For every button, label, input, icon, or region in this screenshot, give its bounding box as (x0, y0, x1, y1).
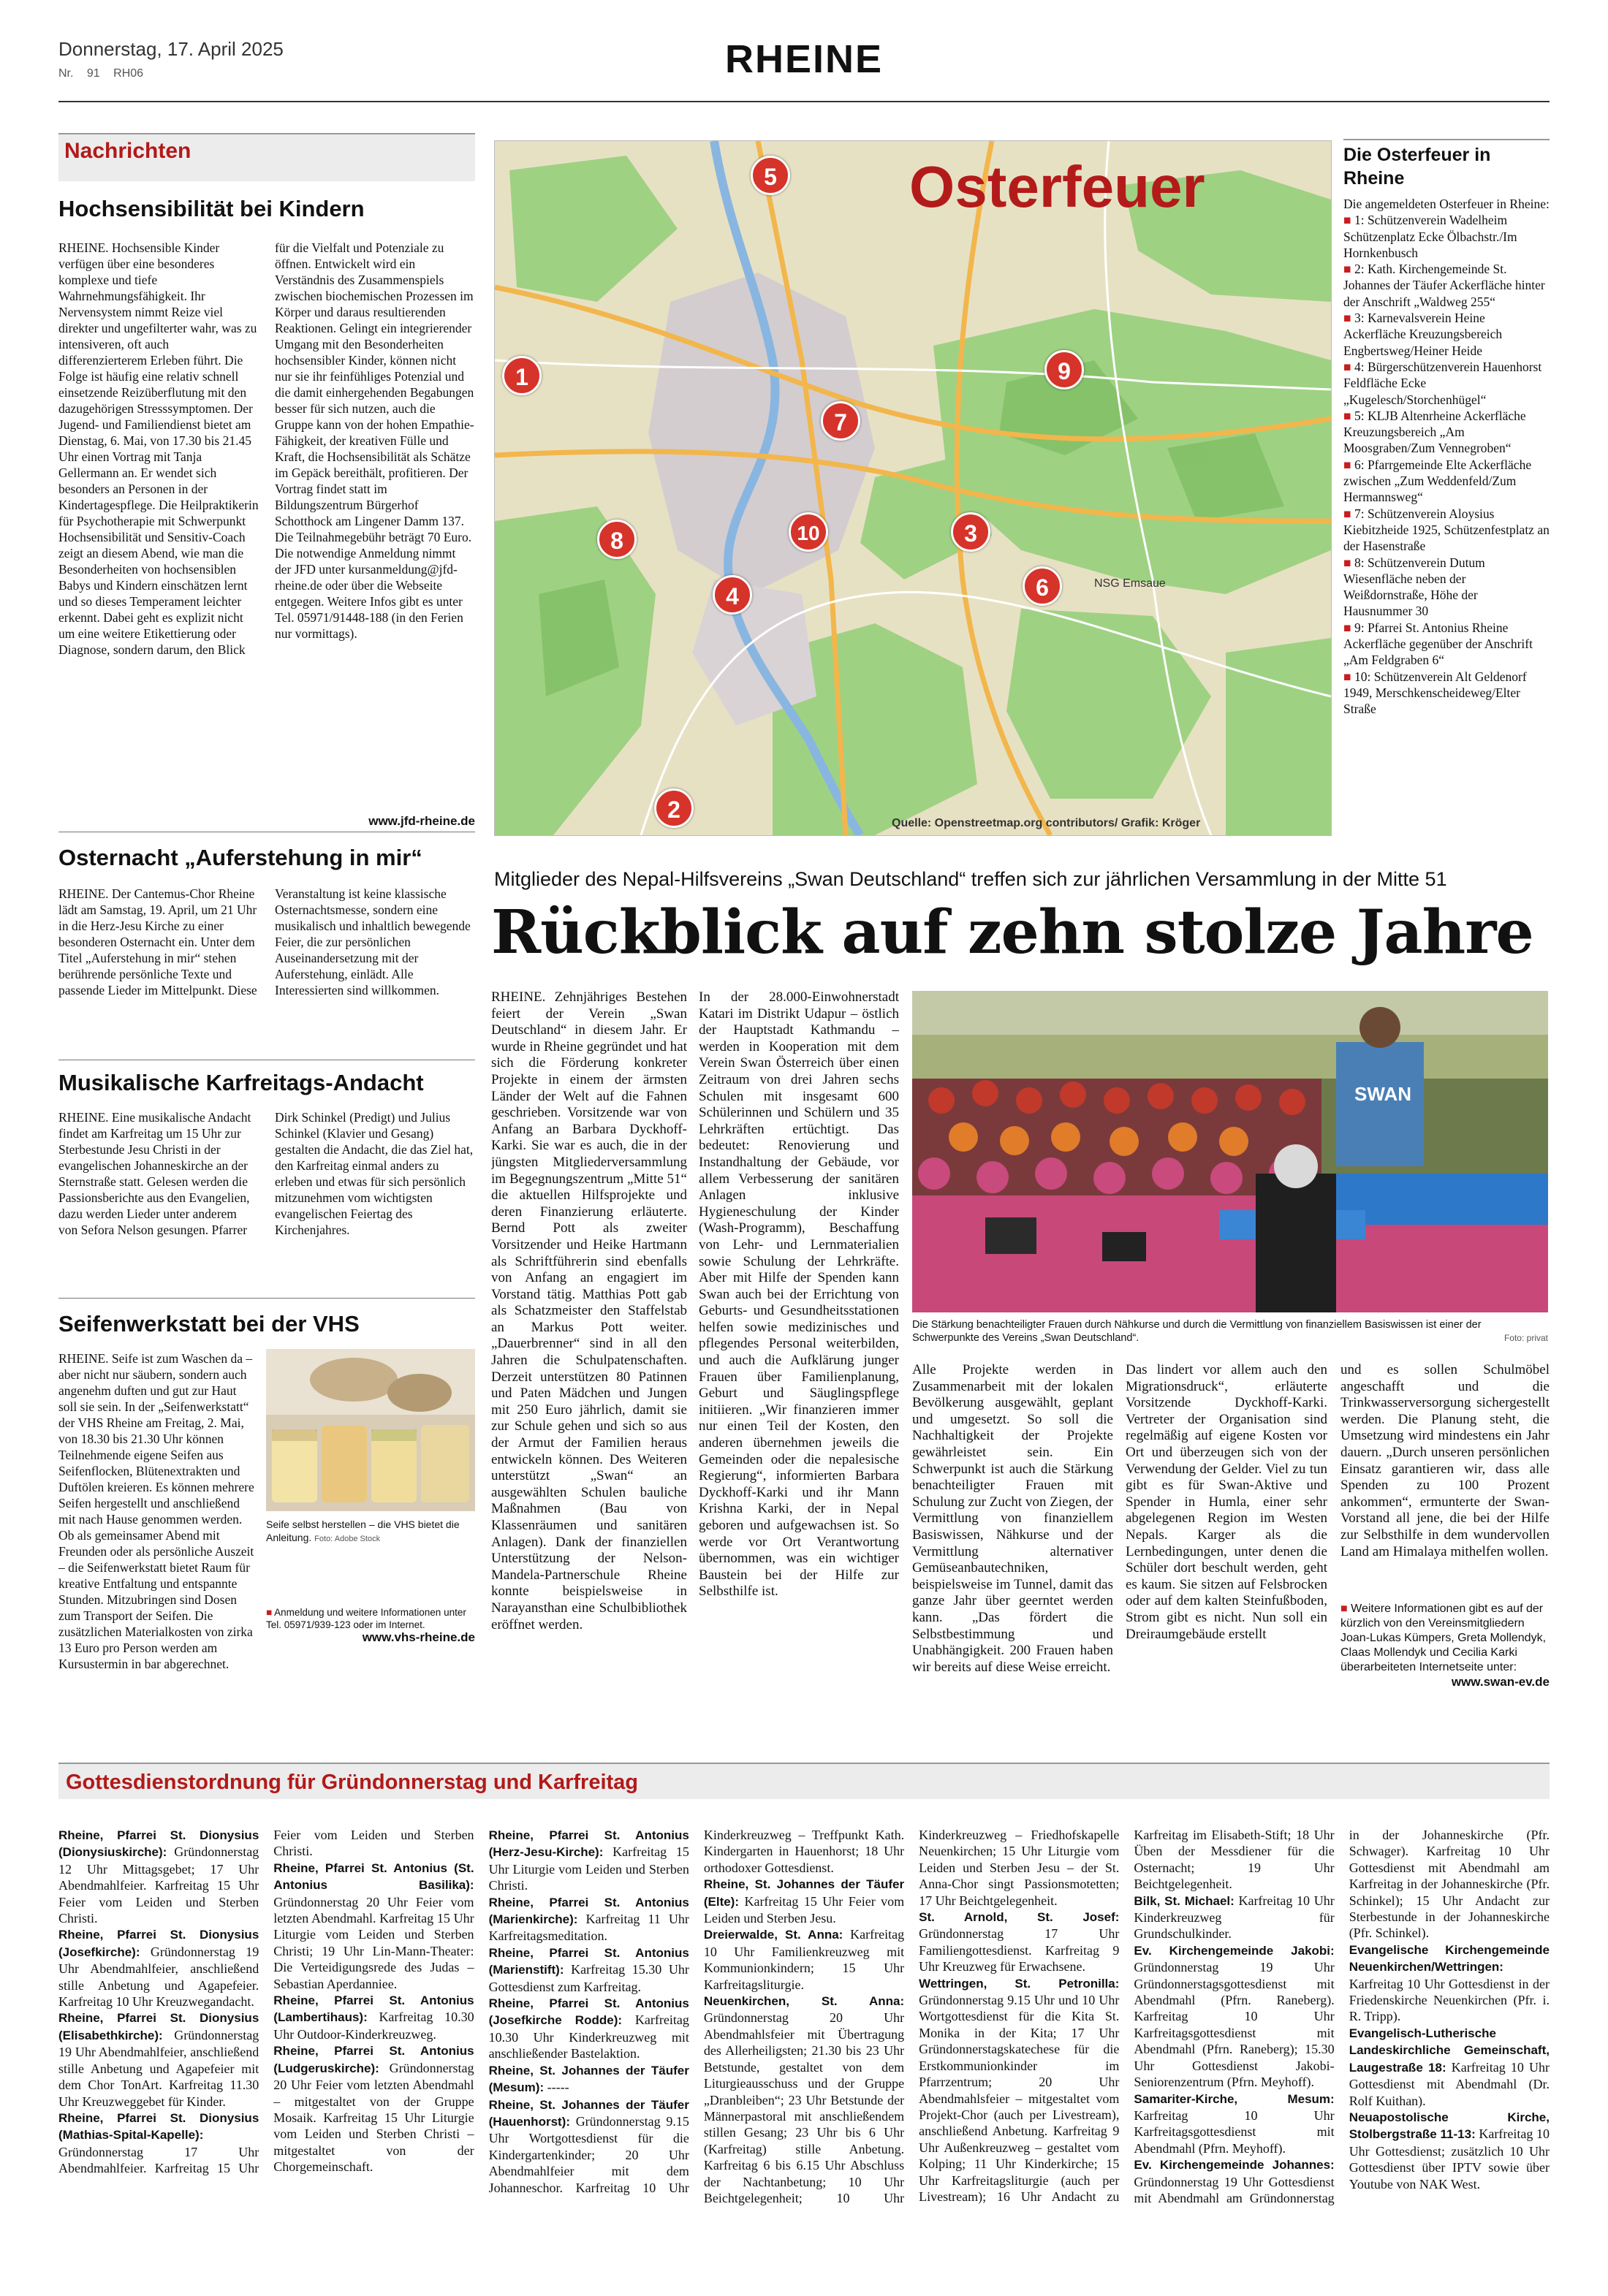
issue-number: Nr. 91 RH06 (58, 67, 144, 80)
gottesdienst-times: Karfreitag 10 Uhr Gottesdienst in der Friedenskirche Neuenkirchen (Pfr. i. R. Tripp). (1349, 1976, 1550, 2024)
swan-photo (912, 991, 1548, 1312)
osterfeuer-map (494, 140, 1332, 836)
gottesdienst-entry (58, 1827, 259, 1926)
map-graphic (495, 141, 1331, 835)
gottesdienst-place: Rheine, Pfarrei St. Antonius (St. Antonius Basilika): (273, 1860, 474, 1893)
gottesdienst-times: Gründonnerstag 19 Uhr Abendmahlfeier, anschließend stille Anbetung und Agapefeier mit dem Chor TonArt. Karfreitag 11.30 Uhr Kreuzweggebet für Kinder. (58, 2027, 259, 2109)
news-body: RHEINE. Der Cantemus-Chor Rheine lädt am Samstag, 19. April, um 21 Uhr in die Herz-Jesu Kirche zu einer besonderen Osternacht ein. Unter dem Titel „Auferstehung in mir“ stehen berührende persönliche Texte und passende Lieder im Mittelpunkt. Diese Veranstaltung ist keine klassische Osternachtsmesse, sondern eine musikalisch und inhaltlich bewegende Feier, die zur persönlichen Auseinandersetzung mit der Auferstehung, einlädt. Alle Interessierten sind willkommen. (58, 886, 471, 997)
osterfeuer-list (1343, 139, 1550, 718)
gottesdienst-place: St. Arnold, St. Josef: (919, 1910, 1120, 1925)
gottesdienst-entry (919, 1909, 1119, 1975)
gottesdienst-place: Rheine, Pfarrei St. Dionysius (Mathias-Spital-Kapelle): (58, 2110, 259, 2143)
swan-link[interactable]: www.swan-ev.de (1451, 1675, 1550, 1689)
gottesdienst-place: Rheine, Pfarrei St. Dionysius (Elisabethkirche): (58, 2011, 259, 2042)
list-rule (1343, 139, 1550, 140)
gottesdienst-times: Karfreitag 10.30 Uhr Kinderkreuzweg mit anschließender Bastelaktion. (488, 2012, 689, 2061)
gottesdienst-times: Gründonnerstag 12 Uhr Mittagsgebet; 17 Uhr Abendmahlfeier. Karfreitag 15 Uhr Feier vom Leiden und Sterben Christi. (58, 1844, 259, 1926)
news-headline: Hochsensibilität bei Kindern (58, 196, 365, 221)
news-body: RHEINE. Seife ist zum Waschen da – aber nicht nur säubern, sondern auch angenehm duften und gut zur Haut soll sie sein. In der „Seifenwerkstatt“ der VHS Rheine am Freitag, 2. Mai, von 18.30 bis 21.30 Uhr können Teilnehmende eigene Seifen aus Seifenflocken, Blütenextrakten und Duftölen kreieren. Es können mehrere Seifen hergestellt und anschließend mit nach Hause genommen werden. Ob als gemeinsamer Abend mit Freunden oder als persönliche Auszeit – die Seifenwerkstatt bietet Raum für kreative Entfaltung und entspannte Stunden. Mitzubringen sind Dosen zum Transport der Seifen. Die zusätzlichen Materialkosten von zirka 13 Euro pro Person werden am Kursustermin in bar abgerechnet. (58, 1351, 254, 1671)
gottesdienst-times: Gründonnerstag 20 Uhr Feier vom letzten Abendmahl. Karfreitag 15 Uhr Liturgie vom Leiden und Sterben Christi; 19 Uhr Lin-Mann-Theater: Die Verteidigungsrede des Judas – Sebastian Aperdanniee. (273, 1894, 474, 1991)
gottesdienst-entry (489, 1995, 689, 2062)
swan-shirt-label: SWAN (1354, 1083, 1411, 1105)
gottesdienst-entry (1134, 1893, 1334, 1942)
news-headline: Seifenwerkstatt bei der VHS (58, 1311, 360, 1337)
article-column-2: In der 28.000-Einwohnerstadt Katari im Distrikt Udapur – östlich der Hauptstadt Kathmandu – werden in Kooperation mit dem Verein Swan Österreich über einen Zeitraum von drei Jahren sechs Schulen mit insgesamt 600 Schülerinnen und Schülern und 35 Lehrkräften ertüchtigt. Das bedeutet: Renovierung und Instandhaltung der Gebäude, vor allem Verbesserung der sanitären Anlagen inklusive Hygieneschulung der Kinder (Wash-Programm), Beschaffung von Lehr- und Lernmaterialien sowie Schulung der Lehrkräfte. Aber mit Hilfe der Spenden kann Swan auch bei der Errichtung von Geburts- und Gesundheitsstationen helfen sowie medizinisches und pflegendes Personal weiterbilden, und auch die Aufklärung junger Frauen über Familienplanung, Geburt und Säuglingspflege initiieren. „Wir finanzieren immer nur einen Teil der Kosten, den anderen übernehmen jeweils die Gemeinden oder die nepalesische Regierung“, informierten Barbara Dyckhoff-Karki und ihr Mann Krishna Karki, der in Nepal geboren und aufgewachsen ist. So werde vor Ort Verantwortung übernommen, was ein wichtiger Baustein bei der Hilfe zur Selbsthilfe ist. (699, 989, 899, 1600)
map-marker-8[interactable]: 8 (597, 520, 637, 559)
article-headline: Rückblick auf zehn stolze Jahre (491, 897, 1533, 968)
map-marker-5[interactable]: 5 (751, 156, 790, 195)
gottesdienst-entry (273, 2042, 474, 2175)
map-marker-9[interactable]: 9 (1044, 350, 1084, 389)
list-item: ■ 6: Pfarrgemeinde Elte Ackerfläche zwischen „Zum Weddenfeld/Zum Hermannsweg“ (1343, 457, 1532, 505)
list-body: Die angemeldeten Osterfeuer in Rheine: ■ 1: Schützenverein Wadelheim Schützenplatz Ecke Ölbachstr./Im Hornkenbusch ■ 2: Kath. Kirchengemeinde St. Johannes der Täufer Ackerfläche hinter der Anschrift „Waldweg 255“ ■ 3: Karnevalsverein Heine Ackerfläche Kreuzungsbereich Engbertsweg/Heiner Heide ■ 4: Bürgerschützenverein Hauenhorst Feldfläche Ecke „Kugelesch/Storchenhügel“ ■ 5: KLJB Altenrheine Ackerfläche Kreuzungsbereich „Am Moosgraben/Zum Vennegroben“ ■ 6: Pfarrgemeinde Elte Ackerfläche zwischen „Zum Weddenfeld/Zum Hermannsweg“ ■ 7: Schützenverein Aloysius Kiebitzheide 1925, Schützenfestplatz an der Hasenstraße ■ 8: Schützenverein Dutum Wiesenfläche neben der Weißdornstraße, Höhe der Hausnummer 30 ■ 9: Pfarrei St. Antonius Rheine Ackerfläche gegenüber der Anschrift „Am Feldgraben 6“ ■ 10: Schützenverein Alt Geldenorf 1949, Merschkenscheideweg/Elter Straße (1343, 197, 1550, 717)
gottesdienst-entry (1349, 1942, 1550, 2025)
gottesdienst-place: Evangelische Kirchengemeinde Neuenkirchen/Wettringen: (1349, 1942, 1550, 1974)
map-marker-3[interactable]: 3 (951, 512, 990, 552)
gottesdienst-place: Dreierwalde, St. Anna: (703, 1928, 843, 1942)
gottesdienst-entry (489, 1827, 689, 1894)
map-marker-6[interactable]: 6 (1023, 566, 1062, 606)
gottesdienst-place: Rheine, Pfarrei St. Antonius (Marienkirche): (488, 1895, 689, 1927)
gottesdienst-place: Neuenkirchen, St. Anna: (703, 1994, 905, 2009)
gottesdienst-entry (58, 1926, 259, 2010)
gottesdienst-place: Samariter-Kirche, Mesum: (1134, 2091, 1335, 2106)
gottesdienst-entry (704, 1926, 904, 1993)
gottesdienst-entry (1349, 2025, 1550, 2109)
gottesdienst-entry (489, 2062, 689, 2097)
gottesdienst-place: Bilk, St. Michael: (1134, 1893, 1235, 1908)
gottesdienst-entry (273, 1860, 474, 1992)
gottesdienst-times: Gründonnerstag 19 Uhr Abendmahlfeier, anschließend stille Anbetung und Agapefeier. Karfreitag 10 Uhr Kreuzwegandacht. (58, 1944, 259, 2010)
gottesdienst-place: Rheine, Pfarrei St. Antonius (Herz-Jesu-Kirche): (488, 1828, 689, 1860)
gottesdienst-place: Wettringen, St. Petronilla: (919, 1976, 1120, 1991)
article-subtitle: Mitglieder des Nepal-Hilfsvereins „Swan Deutschland“ treffen sich zur jährlichen Versammlung in der Mitte 51 (494, 868, 1447, 890)
gottesdienst-times: Karfreitag 15 Uhr Liturgie vom Leiden und Sterben Christi. (488, 1844, 689, 1893)
gottesdienst-place: Rheine, St. Johannes der Täufer (Hauenhorst): (488, 2097, 689, 2129)
soap-photo-block (266, 1349, 475, 1546)
gottesdienst-times: Gründonnerstag 9.15 Uhr Wortgottesdienst für die Kindergartenkinder; 20 Uhr Abendmahlfeier mit dem Johanneschor. Karfreitag 10 Uhr Kinderkreuzweg – Treffpunkt Kath. Kindergarten in Hauenhorst; 18 Uhr orthodoxer Gottesdienst. (488, 1828, 905, 2195)
map-marker-7[interactable]: 7 (821, 401, 860, 441)
gottesdienst-entry (1134, 2091, 1334, 2157)
gottesdienst-entry (704, 1876, 904, 1926)
gottesdienst-times: Karfreitag 10 Uhr Familienkreuzweg mit Kommunionkindern; 15 Uhr Karfreitagsliturgie. (703, 1927, 905, 1992)
list-item: ■ 8: Schützenverein Dutum Wiesenfläche neben der Weißdornstraße, Höhe der Hausnummer 30 (1343, 555, 1485, 619)
list-item: ■ 5: KLJB Altenrheine Ackerfläche Kreuzungsbereich „Am Moosgraben/Zum Vennegroben“ (1343, 408, 1526, 456)
article-info: ■ Weitere Informationen gibt es auf der kürzlich von den Vereinsmitgliedern Joan-Lukas Kümpers, Greta Mollendyk, Claas Mollendyk und Cecilia Karki überarbeiteten Internetseite unter: www.swan-ev.de (1340, 1603, 1550, 1689)
news-link[interactable]: www.jfd-rheine.de (368, 814, 475, 828)
page-title: RHEINE (724, 37, 884, 81)
section-gottesdienst: Gottesdienstordnung für Gründonnerstag und Karfreitag (58, 1763, 1550, 1799)
gottesdienst-place: Ev. Kirchengemeinde Johannes: (1134, 2158, 1335, 2173)
gottesdienst-times: Karfreitag 10.30 Uhr Outdoor-Kinderkreuzweg. (273, 2010, 474, 2042)
issue-date: Donnerstag, 17. April 2025 (58, 38, 284, 60)
gottesdienst-entry (273, 1992, 474, 2042)
news-body: RHEINE. Hochsensible Kinder verfügen über eine besonderes komplexe und tiefe Wahrnehmungsfähigkeit. Ihr Nervensystem nimmt Reize viel direkter und ungefilterter wahr, was zu intensiveren, oft auch differenzierterem Erleben führt. Die Folge ist häufig eine relativ schnell einsetzende Reizüberflutung mit den dazugehörigen Stresssymptomen. Der Jugend- und Familiendienst bietet am Dienstag, 6. Mai, von 17.30 bis 21.45 Uhr einen Vortrag mit Tanja Gellermann an. Er wendet sich besonders an Personen in der Kindertagespflege. Die Heilpraktikerin für Psychotherapie mit Schwerpunkt Hochsensibilität und Sensitiv-Coach zeigt an diesem Abend, wie man die Besonderheiten von hochsensiblen Babys und Kindern einschätzen lernt und so dieses Temperament leichter erkennt. Dabei geht es explizit nicht um eine weitere Etikettierung oder Diagnose, sondern darum, den Blick für die Vielfalt und Potenziale zu öffnen. Entwickelt wird ein Verständnis des Zusammenspiels zwischen biochemischen Prozessen im Körper und daraus resultierenden Reaktionen. Gelingt ein integrierender Umgang mit den Besonderheiten hochsensibler Kinder, können nicht nur sie ihr feinfühliges Potenzial und die damit einhergehenden Begabungen besser für sich nutzen, auch die Gruppe kann von der hohen Empathie-Fähigkeit, der kreativen Fülle und Kraft, die Hochsensibilität als Schätze im Gepäck bereithält, profitieren. Der Vortrag findet statt im Bildungszentrum Bürgerhof Schotthock am Lingener Damm 137. Die Teilnahmegebühr beträgt 70 Euro. Die notwendige Anmeldung nimmt der JFD unter kursanmeldung@jfd-rheine.de oder über die Webseite entgegen. Weitere Infos gibt es unter Tel. 05971/91448-188 (in den Ferien nur vormittags). (58, 240, 474, 657)
gottesdienst-entry (489, 1945, 689, 1995)
list-item: ■ 3: Karnevalsverein Heine Ackerfläche Kreuzungsbereich Engbertsweg/Heiner Heide (1343, 311, 1503, 358)
gottesdienst-place: Rheine, Pfarrei St. Antonius (Ludgeruskirche): (273, 2044, 474, 2075)
header-rule (58, 101, 1550, 102)
gottesdienst-times: Gründonnerstag 19 Uhr Gründonnerstagsgottesdienst mit Abendmahl (Pfrn. Raneberg). Karfreitag 10 Uhr Karfreitagsgottesdienst mit Abendmahl (Pfrn. Raneberg); 15.30 Uhr Gottesdienst Jakobi-Seniorenzentrum (Pfrn. Meyhoff). (1134, 1960, 1335, 2090)
map-source: Quelle: Openstreetmap.org contributors/ Grafik: Kröger (892, 817, 1201, 829)
gottesdienst-entry (489, 1894, 689, 1945)
gottesdienst-place: Evangelisch-Lutherische Landeskirchliche Gemeinschaft, Laugestraße 18: (1349, 2026, 1550, 2075)
list-title: Die Osterfeuer in Rheine (1343, 145, 1491, 189)
nsg-label: NSG Emsaue (1094, 577, 1166, 590)
map-title: Osterfeuer (909, 154, 1205, 219)
article-column-3: Alle Projekte werden in Zusammenarbeit mit der lokalen Bevölkerung ausgewählt, geplant und umgesetzt. So soll die Nachhaltigkeit der Projekte gewährleistet sein. Ein Schwerpunkt ist auch die Stärkung benachteiligter Frauen mit Schulung zur Zucht von Ziegen, der Vermittlung von finanziellem Basiswissen, Nähkurse und der Vermittlung alternativer Gemüseanbautechniken, beispielsweise im Tunnel, damit das ganze Jahr über geerntet werden kann. „Das fördert die Selbstbestimmung und Unabhängigkeit. 200 Frauen haben wir bereits auf diese Weise erreicht. (912, 1362, 1113, 1675)
list-item: ■ 10: Schützenverein Alt Geldenorf 1949, Merschkenscheideweg/Elter Straße (1343, 669, 1527, 717)
separator (58, 1298, 475, 1299)
gottesdienst-place: Ev. Kirchengemeinde Jakobi: (1134, 1943, 1335, 1958)
news-karfreitag (58, 1070, 475, 1299)
gottesdienst-entry (58, 2010, 259, 2109)
article-column-5: und es sollen Schulmöbel angeschafft und die Trinkwasserversorgung sichergestellt werden. Die Planung steht, die Umsetzung wird mindestens ein Jahr dauern. „Durch unseren persönlichen Einsatz garantieren wir, dass alle Spenden zu 100 Prozent ankommen“, ermunterte der Swan-Vorstand all jene, die bei der Hilfe zur Selbsthilfe in dem wundervollen Land am Himalaya mithelfen wollen. (1340, 1362, 1550, 1559)
swan-photo-image (912, 991, 1548, 1312)
news-headline: Musikalische Karfreitags-Andacht (58, 1070, 424, 1095)
news-body: RHEINE. Eine musikalische Andacht findet am Karfreitag um 15 Uhr zur Sterbestunde Jesu Christi in der evangelischen Johanneskirche an der Sternstraße statt. Gelesen werden die Passionsberichte aus den Evangelien, dazu werden Lieder unter anderem von Sefora Nelson gesungen. Pfarrer Dirk Schinkel (Predigt) und Julius Schinkel (Klavier und Gesang) gestalten die Andacht, die das Ziel hat, den Karfreitag einmal anders zu erleben und etwas für sich persönlich mitzunehmen vom wichtigsten evangelischen Feiertag des Kirchenjahres. (58, 1110, 474, 1237)
gottesdienst-place: Rheine, St. Johannes der Täufer (Elte): (703, 1877, 905, 1909)
soap-caption: Seife selbst herstellen – die VHS bietet die Anleitung. Foto: Adobe Stock (266, 1518, 460, 1543)
list-item: ■ 2: Kath. Kirchengemeinde St. Johannes der Täufer Ackerfläche hinter der Anschrift „Waldweg 255“ (1343, 262, 1545, 309)
gottesdienst-times: Karfreitag 10 Uhr Gottesdienst; zusätzlich 10 Uhr Gottesdienst über IPTV sowie über Youtube von NAK West. (1349, 2126, 1550, 2192)
gottesdienst-times: Gründonnerstag 17 Uhr Familiengottesdienst. Karfreitag 9 Uhr Kreuzweg für Erwachsene. (919, 1926, 1120, 1974)
gottesdienst-place: Rheine, Pfarrei St. Dionysius (Dionysiuskirche): (58, 1828, 259, 1860)
soap-info: ■ Anmeldung und weitere Informationen unter Tel. 05971/939-123 oder im Internet. www.vhs-rheine.de (266, 1607, 475, 1644)
gottesdienst-times: Karfreitag 11 Uhr Karfreitagsmeditation. (488, 1912, 689, 1944)
list-item: ■ 1: Schützenverein Wadelheim Schützenplatz Ecke Ölbachstr./Im Hornkenbusch (1343, 213, 1517, 260)
gottesdienst-place: Rheine, Pfarrei St. Antonius (Marienstift): (488, 1945, 689, 1977)
gottesdienst-times: Karfreitag 10 Uhr Kinderkreuzweg für Grundschulkinder. (1134, 1893, 1335, 1942)
gottesdienst-times: Karfreitag 10 Uhr Gottesdienst mit Abendmahl (Dr. Rolf Kuithan). (1349, 2059, 1550, 2108)
gottesdienst-place: Rheine, Pfarrei St. Antonius (Josefkirche Rodde): (488, 1996, 689, 2028)
gottesdienst-place: Rheine, St. Johannes der Täufer (Mesum): (488, 2063, 689, 2095)
gottesdienst-place: Rheine, Pfarrei St. Antonius (Lambertihaus): (273, 1993, 474, 2025)
list-item: ■ 9: Pfarrei St. Antonius Rheine Ackerfläche gegenüber der Anschrift „Am Feldgraben 6“ (1343, 620, 1533, 668)
article-column-4: Das lindert vor allem auch den Migrationsdruck“, erläuterte Vorsitzende Dyckhoff-Karki. Vertreter der Organisation sind regelmäßig auf eigene Kosten vor Ort und überzeugen sich von der Verwendung der Gelder. Viel zu tun gibt es für Swan-Aktive und Spender in Humla, einer sehr abgelegenen Region im Westen Nepals. Karger als die Lernbedingungen, unter denen die Schüler dort beschult werden, geht es kaum. Sie sitzen auf Felsbrocken oder auf dem kalten Steinfußboden, Strom gibt es nicht. Nun soll ein Dreiraumgebäude erstellt (1126, 1362, 1327, 1642)
gottesdienst-place: Neuapostolische Kirche, Stolbergstraße 11-13: (1349, 2110, 1550, 2142)
gottesdienst-times: ----- (547, 2080, 569, 2095)
gottesdienst-place: Rheine, Pfarrei St. Dionysius (Josefkirche): (58, 1928, 259, 1959)
news-headline: Osternacht „Auferstehung in mir“ (58, 845, 422, 870)
list-item: ■ 4: Bürgerschützenverein Hauenhorst Feldfläche Ecke „Kugelesch/Storchenhügel“ (1343, 359, 1542, 407)
news-hochsensibilitaet (58, 196, 475, 829)
gottesdienst-times: Gründonnerstag 20 Uhr Feier vom letzten Abendmahl – mitgestaltet von der Gruppe Mosaik. Karfreitag 15 Uhr Liturgie vom Leiden und Sterben Christi – mitgestaltet von der Chorgemeinschaft. (273, 2060, 474, 2175)
vhs-link[interactable]: www.vhs-rheine.de (362, 1630, 475, 1644)
gottesdienst-entry (1349, 2109, 1550, 2192)
gottesdienst-times: Karfreitag 15.30 Uhr Gottesdienst zum Karfreitag. (488, 1962, 689, 1994)
gottesdienst-times: Karfreitag 15 Uhr Feier vom Leiden und Sterben Jesu. (703, 1893, 905, 1926)
map-marker-10[interactable]: 10 (789, 512, 828, 552)
photo-caption: Die Stärkung benachteiligter Frauen durch Nähkurse und durch die Vermittlung von finanziellem Basiswissen ist einer der Schwerpunkte des Vereins „Swan Deutschland“. Foto: privat (912, 1319, 1548, 1344)
map-marker-2[interactable]: 2 (654, 788, 694, 828)
article-column-1: RHEINE. Zehnjähriges Bestehen feiert der Verein „Swan Deutschland“ in diesem Jahr. Er wurde in Rheine gegründet und hat sich die Förderung konkreter Projekte in einem der ärmsten Länder der Welt auf die Fahnen geschrieben. Vorsitzende war von Anfang an Barbara Dyckhoff-Karki. Sie war es auch, die in der jüngsten Mitgliederversammlung im Begegnungszentrum „Mitte 51“ die aktuellen Hilfsprojekte und deren Finanzierung erläuterte. Bernd Pott als zweiter Vorsitzender und Heike Hartmann als Schriftführerin sind ebenfalls von Anfang an engagiert im Vorstand tätig. Matthias Pott gab als Schatzmeister den Staffelstab an Markus Pott weiter. „Dauerbrenner“ sind in all den Jahren die Schulpatenschaften. Derzeit unterstützen 80 Patinnen und Paten Mädchen und Jungen mit 250 Euro jährlich, damit sie zur Schule gehen und sich so aus der Armut der Familien heraus entwickeln können. Des Weiteren unterstützt „Swan“ an ausgewählten Schulen bauliche Maßnahmen (Bau von Klassenräumen und sanitären Anlagen). Dank der finanziellen Unterstützung der Nelson-Mandela-Partnerschule Rheine konnte beispielsweise in Narayansthan eine Schulbibliothek eröffnet werden. (491, 989, 687, 1632)
map-marker-1[interactable]: 1 (502, 356, 542, 395)
gottesdienst-times: Gründonnerstag 9.15 Uhr und 10 Uhr Wortgottesdienst für die Kita St. Monika in der Kita; 17 Uhr Gründonnerstagskatechese für die Erstkommunionkinder im Pfarrzentrum; 20 Uhr Abendmahlsfeier – mitgestaltet vom Projekt-Chor (auch per Livestream), anschließend Anbetung. Karfreitag 9 Uhr Außenkreuzweg – gestaltet vom Kolping; 11 Uhr Kinderkirche; 15 Uhr Karfreitagsliturgie (auch per Livestream); 16 Uhr Andacht zu Karfreitag im Elisabeth-Stift; 18 Uhr Üben der Messdiener für die Osternacht; 19 Uhr Beichtgelegenheit. (919, 1828, 1335, 2204)
gottesdienst-entry (1134, 1942, 1334, 2091)
gottesdienst-times: Gründonnerstag 19 Uhr Gottesdienst mit Abendmahl am Gründonnerstag in der Johanneskirche (Pfr. Schwager). Karfreitag 10 Uhr Gottesdienst mit Abendmahl am Karfreitag in der Johanneskirche (Pfr. Schinkel); 15 Uhr Andacht zur Sterbestunde in der Johanneskirche (Pfr. Schinkel). (1134, 1828, 1550, 2205)
news-seifenwerkstatt (58, 1311, 475, 1337)
gottesdienst-list (58, 1827, 1550, 2206)
soap-photo (266, 1349, 475, 1511)
gottesdienst-times: Karfreitag 10 Uhr Karfreitagsgottesdienst mit Abendmahl (Pfrn. Meyhoff). (1134, 2107, 1335, 2156)
gottesdienst-times: Gründonnerstag 20 Uhr Abendmahlsfeier mit Übertragung des Allerheiligsten; 21.30 bis 23 Uhr Betstunde, gestaltet von dem Liturgieausschuss und der Gruppe „Dranbleiben“; 23 Uhr Betstunde der Männerpastoral mit anschließendem stillen Gesang; 23 Uhr bis 6 Uhr (Karfreitag) stille Anbetung. Karfreitag 6 bis 6.15 Uhr Abschluss der Nachtanbetung; 10 Uhr Beichtgelegenheit; 10 Uhr Kinderkreuzweg – Friedhofskapelle Neuenkirchen; 15 Uhr Liturgie vom Leiden und Sterben Jesu – der St. Anna-Chor singt Passionsmotetten; 17 Uhr Beichtgelegenheit. (703, 1828, 1120, 2205)
map-marker-4[interactable]: 4 (713, 575, 752, 615)
news-osternacht (58, 845, 475, 1046)
gottesdienst-times: Gründonnerstag 17 Uhr Abendmahlfeier. Karfreitag 15 Uhr Feier vom Leiden und Sterben Christi. (58, 1828, 474, 2176)
section-nachrichten: Nachrichten (58, 133, 475, 181)
list-item: ■ 7: Schützenverein Aloysius Kiebitzheide 1925, Schützenfestplatz an der Hasenstraße (1343, 506, 1550, 554)
